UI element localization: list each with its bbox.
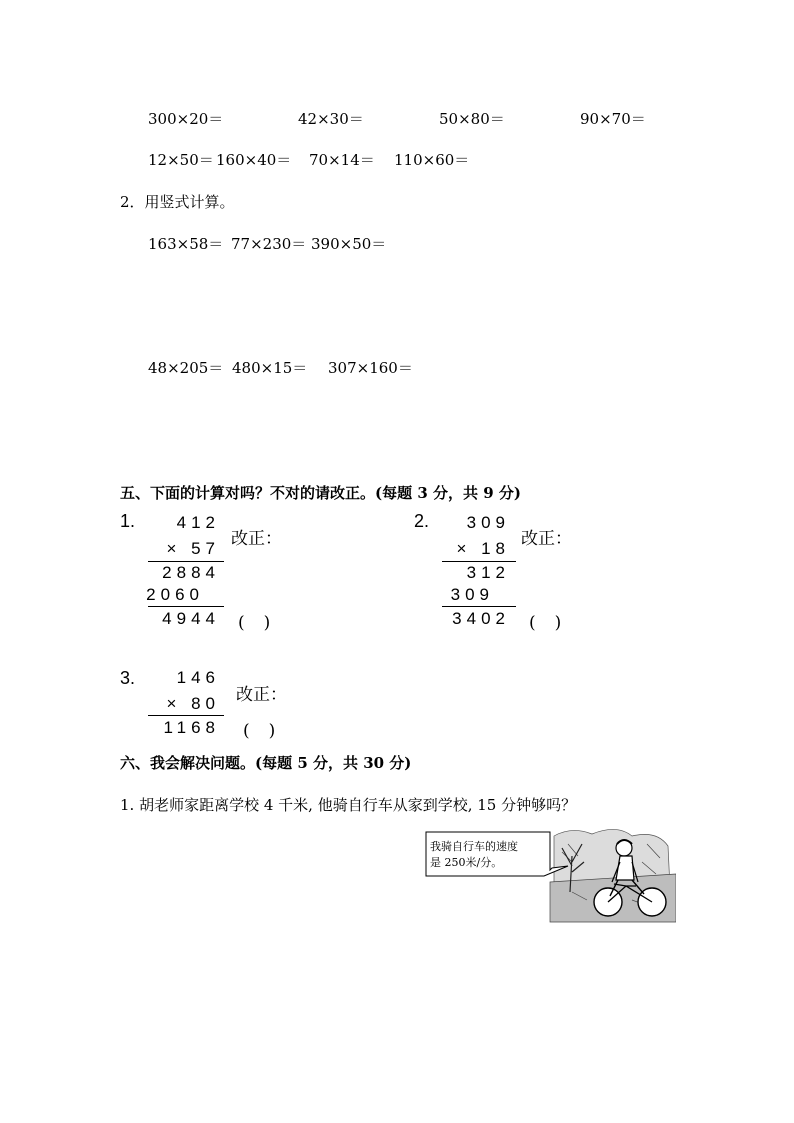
expr: 48×205＝ — [148, 359, 224, 377]
expr: 42×30＝ — [298, 110, 364, 128]
rule-line — [148, 606, 224, 607]
problem-number: 3. — [120, 668, 136, 688]
cyclist-illustration — [422, 822, 676, 926]
correction-label: 改正： — [521, 529, 572, 549]
section6-heading: 六、我会解决问题。(每题 5 分，共 30 分) — [120, 754, 412, 772]
expr: 480×15＝ — [232, 359, 308, 377]
multiplier: × 57 — [166, 539, 220, 558]
vertical-calc-title: 2．用竖式计算。 — [120, 193, 235, 211]
problem-number: 1. — [120, 511, 136, 531]
multiplicand: 309 — [466, 513, 510, 532]
multiplicand: 146 — [176, 668, 220, 687]
result: 1168 — [163, 718, 220, 737]
speech-bubble-line-1: 我骑自行车的速度 — [430, 840, 518, 853]
question-1: 1. 胡老师家距离学校 4 千米, 他骑自行车从家到学校, 15 分钟够吗？ — [120, 796, 577, 814]
expr: 110×60＝ — [394, 151, 470, 169]
rule-line — [148, 561, 224, 562]
cyclist-picture — [422, 822, 676, 926]
partial-product: 309 — [450, 585, 494, 604]
expr: 163×58＝ — [148, 235, 224, 253]
section5-heading: 五、下面的计算对吗？不对的请改正。(每题 3 分，共 9 分) — [120, 484, 521, 502]
answer-paren[interactable]: ( ) — [529, 613, 563, 633]
expr: 70×14＝ — [309, 151, 375, 169]
expr: 50×80＝ — [439, 110, 505, 128]
partial-product: 2884 — [162, 563, 220, 582]
correction-label: 改正： — [231, 529, 282, 549]
expr: 307×160＝ — [328, 359, 413, 377]
result: 4944 — [162, 609, 220, 628]
answer-paren[interactable]: ( ) — [243, 721, 277, 741]
expr: 390×50＝ — [311, 235, 387, 253]
rule-line — [148, 715, 224, 716]
expr: 77×230＝ — [231, 235, 307, 253]
speech-bubble-line-2: 是 250米/分。 — [430, 856, 503, 869]
partial-product: 312 — [466, 563, 510, 582]
partial-product: 2060 — [146, 585, 204, 604]
multiplier: × 80 — [166, 694, 220, 713]
multiplicand: 412 — [176, 513, 220, 532]
expr: 90×70＝ — [580, 110, 646, 128]
problem-number: 2. — [414, 511, 430, 531]
multiplier: × 18 — [456, 539, 510, 558]
answer-paren[interactable]: ( ) — [238, 613, 272, 633]
result: 3402 — [452, 609, 510, 628]
rule-line — [442, 606, 516, 607]
expr: 160×40＝ — [216, 151, 292, 169]
correction-label: 改正： — [236, 685, 287, 705]
expr: 12×50＝ — [148, 151, 214, 169]
expr: 300×20＝ — [148, 110, 224, 128]
rule-line — [442, 561, 516, 562]
